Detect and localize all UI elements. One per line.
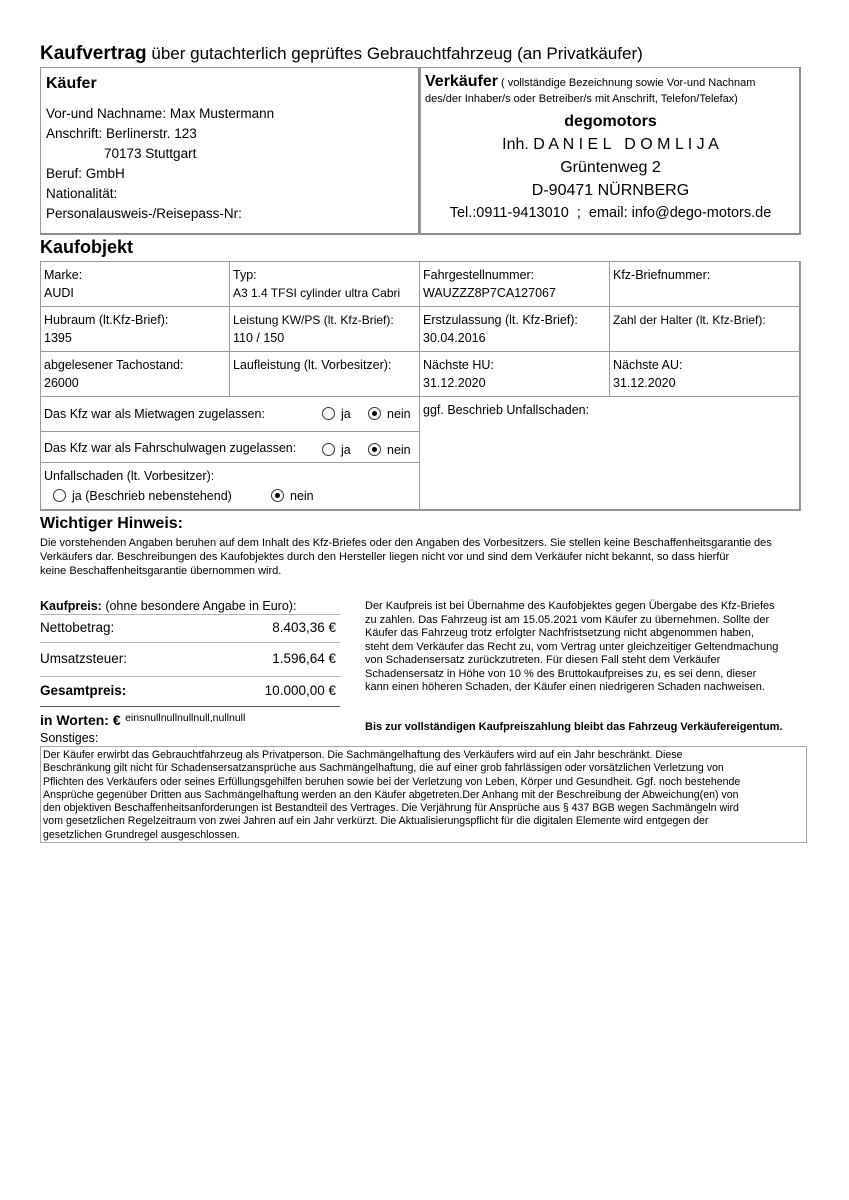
cell-label: Marke:	[44, 268, 83, 282]
payment-line: von Schadensersatz zurückzutreten. Für diesen Fall steht dem Verkäufer	[365, 654, 721, 666]
cell-fahrgestellnummer	[419, 261, 610, 307]
price-rule	[40, 706, 340, 707]
payment-line: zu zahlen. Das Fahrzeug ist am 15.05.2021 vom Käufer zu übernehmen. Sollte der	[365, 613, 770, 626]
seller-heading: Verkäufer	[425, 73, 498, 90]
net-label: Nettobetrag:	[40, 620, 115, 635]
price-heading-bold: Kaufpreis:	[40, 599, 102, 613]
title-rest: über gutachterlich geprüftes Gebrauchtfahrzeug (an Privatkäufer)	[151, 44, 643, 63]
cell-label: Leistung KW/PS (lt. Kfz-Brief):	[233, 313, 394, 327]
cell-value: 1395	[44, 331, 72, 345]
notice-line: keine Beschaffenheitsgarantie übernommen wird.	[40, 565, 282, 577]
payment-line: Käufer das Fahrzeug trotz erfolgter Nachfristsetzung nicht abgenommen haben,	[365, 627, 754, 639]
cell-value: 110 / 150	[233, 331, 285, 345]
cell-erstzulassung	[419, 306, 610, 352]
rental-nein-option[interactable]	[368, 405, 411, 423]
payment-line: Schadensersatz in Höhe von 10 % des Bruttokaufpreises zu, es sei denn, dieser	[365, 667, 757, 680]
title-bold: Kaufvertrag	[40, 43, 147, 64]
cell-zahl-der-halter	[609, 306, 801, 352]
option-label: nein	[387, 407, 411, 421]
payment-line: Der Kaufpreis ist bei Übernahme des Kaufobjektes gegen Übergabe des Kfz-Briefes	[365, 600, 775, 612]
cell-value: 30.04.2016	[423, 331, 486, 345]
radio-button-selected[interactable]	[368, 407, 381, 420]
total-label: Gesamtpreis:	[40, 683, 127, 698]
cell-label: Erstzulassung (lt. Kfz-Brief):	[423, 313, 578, 327]
notice-heading: Wichtiger Hinweis:	[40, 515, 183, 532]
rental-ja-option[interactable]	[322, 405, 351, 423]
words-row	[40, 712, 245, 730]
option-label: ja (Beschrieb nebenstehend)	[72, 489, 232, 503]
driving-school-row	[40, 431, 420, 463]
cell-value: WAUZZZ8P7CA127067	[423, 286, 556, 300]
option-label: ja	[341, 407, 351, 421]
price-rule	[40, 614, 340, 615]
radio-button[interactable]	[322, 443, 335, 456]
misc-text	[43, 749, 805, 842]
driving-school-question: Das Kfz war als Fahrschulwagen zugelassen:	[44, 441, 297, 455]
option-label: ja	[341, 443, 351, 457]
words-value: einsnullnullnullnull,nullnull	[125, 712, 246, 724]
buyer-name: Vor-und Nachname: Max Mustermann	[46, 106, 275, 121]
accident-question: Unfallschaden (lt. Vorbesitzer):	[44, 469, 215, 483]
cell-label: Typ:	[233, 268, 257, 282]
cell-label: Fahrgestellnummer:	[423, 268, 535, 282]
buyer-heading: Käufer	[46, 75, 97, 92]
cell-value: 31.12.2020	[423, 376, 486, 390]
cell-naechste-hu	[419, 351, 610, 397]
cell-naechste-au	[609, 351, 801, 397]
misc-label: Sonstiges:	[40, 731, 99, 745]
cell-laufleistung	[229, 351, 420, 397]
accident-row	[40, 462, 420, 511]
radio-button[interactable]	[322, 407, 335, 420]
price-rule	[40, 676, 340, 677]
payment-terms	[365, 600, 805, 695]
driving-school-ja-option[interactable]	[322, 441, 351, 459]
buyer-id-number: Personalausweis-/Reisepass-Nr:	[46, 206, 242, 221]
seller-header	[425, 74, 795, 107]
cell-leistung	[229, 306, 420, 352]
cell-typ	[229, 261, 420, 307]
vat-value: 1.596,64 €	[272, 651, 336, 666]
radio-button-selected[interactable]	[271, 489, 284, 502]
words-label: in Worten: €	[40, 712, 121, 728]
cell-label: Zahl der Halter (lt. Kfz-Brief):	[613, 313, 766, 327]
buyer-occupation: Beruf: GmbH	[46, 166, 125, 181]
accident-nein-option[interactable]	[271, 487, 314, 505]
cell-label: abgelesener Tachostand:	[44, 358, 184, 372]
accident-description-cell	[419, 396, 801, 511]
rental-row	[40, 396, 420, 432]
buyer-city: 70173 Stuttgart	[104, 146, 197, 161]
cell-label: Laufleistung (lt. Vorbesitzer):	[233, 358, 392, 372]
cell-marke	[40, 261, 230, 307]
rental-question: Das Kfz war als Mietwagen zugelassen:	[44, 407, 265, 421]
option-label: nein	[387, 443, 411, 457]
cell-label: Nächste AU:	[613, 358, 683, 372]
seller-contact: Tel.:0911-9413010 ; email: info@dego-motors.de	[449, 205, 772, 221]
seller-note: ( vollständige Bezeichnung sowie Vor-und Nachnam des/der Inhaber/s oder Betreiber/s mit Anschrift, Telefon/Telefax)	[425, 77, 756, 105]
document-title	[40, 43, 643, 65]
vat-label: Umsatzsteuer:	[40, 651, 128, 666]
cell-kfz-briefnummer	[609, 261, 801, 307]
accident-description-label: ggf. Beschrieb Unfallschaden:	[423, 403, 590, 417]
notice-line: Die vorstehenden Angaben beruhen auf dem Inhalt des Kfz-Briefes oder den Angaben des Vorbesitzers. Sie stellen keine Beschaffenheitsgarantie des	[40, 537, 772, 549]
cell-label: Nächste HU:	[423, 358, 494, 372]
price-rule	[40, 642, 340, 643]
radio-button[interactable]	[53, 489, 66, 502]
cell-value: AUDI	[44, 286, 74, 300]
option-label: nein	[290, 489, 314, 503]
buyer-nationality: Nationalität:	[46, 186, 118, 201]
payment-line: steht dem Verkäufer das Recht zu, vom Vertrag unter gleichzeitiger Geltendmachung	[365, 640, 779, 653]
misc-line: gesetzlichen Grundregel ausgeschlossen.	[43, 828, 240, 841]
accident-ja-option[interactable]	[53, 487, 232, 505]
price-heading-note: (ohne besondere Angabe in Euro):	[105, 599, 297, 613]
cell-label: Kfz-Briefnummer:	[613, 268, 711, 282]
price-heading	[40, 599, 296, 613]
seller-city: D-90471 NÜRNBERG	[531, 182, 690, 199]
radio-button-selected[interactable]	[368, 443, 381, 456]
object-heading: Kaufobjekt	[40, 237, 134, 257]
misc-line: Ansprüche gegenüber Dritten aus Sachmängelhaftung werden an den Käufer abgetreten.Der Anhang mit der Beschreibung der Abweichung(en) von	[43, 788, 739, 801]
buyer-address: Anschrift: Berlinerstr. 123	[46, 126, 197, 141]
cell-value: 31.12.2020	[613, 376, 676, 390]
cell-value: 26000	[44, 376, 79, 390]
misc-line: Beschränkung gilt nicht für Schadensersatzansprüche aus Sachmängelhaftung, die auf einer grob fahrlässigen oder vorsätzlichen Verletzung von	[43, 762, 724, 775]
driving-school-nein-option[interactable]	[368, 441, 411, 459]
net-value: 8.403,36 €	[272, 620, 336, 635]
seller-owner: Inh. D A N I E L D O M L I J A	[502, 136, 719, 153]
cell-value: A3 1.4 TFSI cylinder ultra Cabri	[233, 286, 401, 300]
payment-line: kann einen höheren Schaden, der Käufer einen niedrigeren Schaden nachweisen.	[365, 681, 765, 693]
notice-line: Verkäufers dar. Beschreibungen des Kaufobjektes durch den Hersteller liegen nicht vor und sind dem Verkäufer nicht bekannt, so dass hierfür	[40, 551, 730, 563]
cell-tachostand	[40, 351, 230, 397]
misc-line: Pflichten des Verkäufers oder seines Erfüllungsgehilfen beruhen sowie bei der Verletzung von Leben, Körper und Gesundheit. Ggf. noch bestehende	[43, 775, 741, 788]
seller-company: degomotors	[564, 113, 657, 130]
misc-line: Der Käufer erwirbt das Gebrauchtfahrzeug als Privatperson. Die Sachmängelhaftung des Verkäufers wird auf ein Jahr beschränkt. Diese	[43, 749, 683, 761]
cell-label: Hubraum (lt.Kfz-Brief):	[44, 313, 169, 327]
ownership-reservation: Bis zur vollständigen Kaufpreiszahlung bleibt das Fahrzeug Verkäufereigentum.	[365, 721, 783, 733]
seller-street: Grüntenweg 2	[560, 159, 661, 176]
notice-text	[40, 536, 810, 578]
misc-line: den objektiven Beschaffenheitsanforderungen ist Bestandteil des Vertrages. Die Verjährung für Ansprüche aus § 437 BGB wegen Sachmängeln wird	[43, 802, 739, 815]
misc-line: vom gesetzlichen Regelzeitraum von zwei Jahren auf ein Jahr verkürzt. Die Aktualisierungspflicht für die digitalen Elemente wird entgegen der	[43, 815, 709, 828]
cell-hubraum	[40, 306, 230, 352]
total-value: 10.000,00 €	[264, 683, 336, 698]
